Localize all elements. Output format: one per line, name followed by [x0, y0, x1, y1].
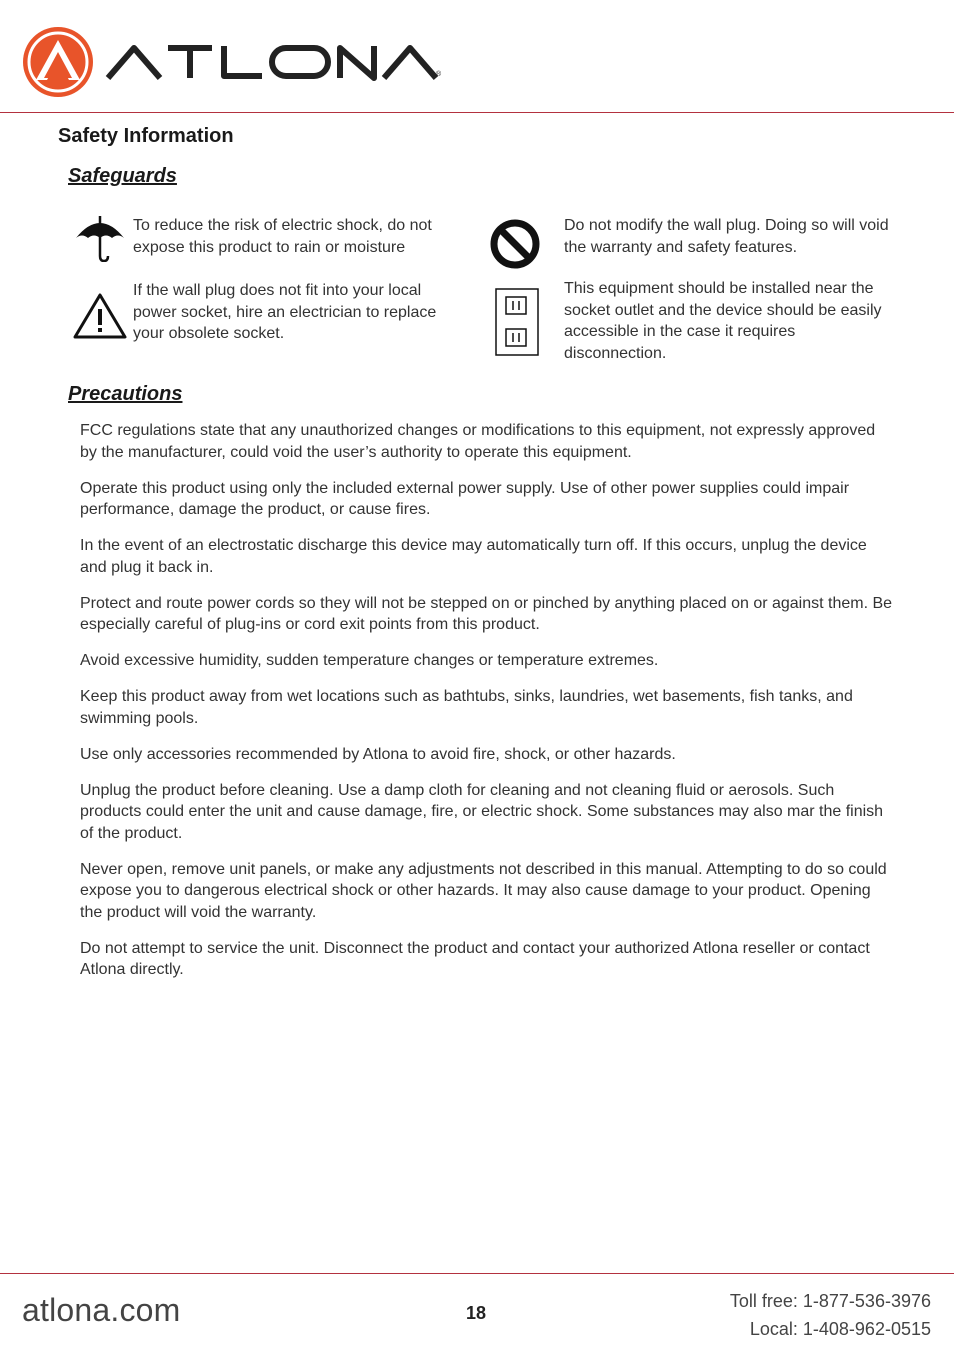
precaution-paragraph: In the event of an electrostatic discharge this device may automatically turn off. If this occurs, unplug the device and plug it back in. [80, 537, 867, 576]
precaution-paragraph: Unplug the product before cleaning. Use a damp cloth for cleaning and not cleaning fluid or aerosols. Such products could enter the unit and cause damage, fire, or electric shock. Some substances may also mar the finish of the product. [80, 781, 884, 842]
precaution-paragraph: Avoid excessive humidity, sudden temperature changes or temperature extremes. [80, 652, 659, 669]
page-number: 18 [466, 1303, 487, 1323]
safeguard-text-wall-plug: Do not modify the wall plug. Doing so will void the warranty and safety features. [564, 217, 889, 256]
toll-free-number: Toll free: 1-877-536-3976 [729, 1291, 931, 1311]
precautions-heading: Precautions [68, 383, 183, 405]
safeguard-text-installation: This equipment should be installed near the socket outlet and the device should be easily accessible in the case it requires disconnection. [564, 280, 882, 362]
safeguard-text-moisture: To reduce the risk of electric shock, do not expose this product to rain or moisture [133, 217, 432, 256]
local-number: Local: 1-408-962-0515 [749, 1319, 931, 1339]
precaution-paragraph: Do not attempt to service the unit. Disconnect the product and contact your authorized Atlona reseller or contact Atlona directly. [80, 939, 870, 978]
prohibited-icon [489, 218, 541, 270]
footer-website: atlona.com [22, 1292, 181, 1328]
footer-divider [0, 1273, 954, 1274]
precaution-paragraph: Never open, remove unit panels, or make any adjustments not described in this manual. Attempting to do so could expose you to dangerous electrical shock or other hazards. It may also cause damage to your product. Opening the product will void the warranty. [80, 860, 887, 921]
precaution-paragraph: Keep this product away from wet locations such as bathtubs, sinks, laundries, wet basements, fish tanks, and swimming pools. [80, 688, 853, 727]
warning-icon [72, 292, 128, 340]
logo-registered-mark: ® [436, 71, 442, 78]
precaution-paragraph: Use only accessories recommended by Atlona to avoid fire, shock, or other hazards. [80, 745, 676, 763]
precaution-paragraph: FCC regulations state that any unauthorized changes or modifications to this equipment, not expressly approved by the manufacturer, could void the user’s authority to operate this equipment. [80, 422, 876, 461]
precaution-paragraph: Operate this product using only the included external power supply. Use of other power supplies could impair performance, damage the product, or cause fires. [80, 479, 850, 518]
precautions-list [80, 420, 895, 995]
safeguard-text-socket: If the wall plug does not fit into your local power socket, hire an electrician to replace your obsolete socket. [133, 282, 437, 342]
page-title: Safety Information [58, 125, 234, 147]
precaution-paragraph: Protect and route power cords so they will not be stepped on or pinched by anything placed on or against them. Be especially careful of plug-ins or cord exit points from this product. [80, 594, 893, 633]
header-divider [0, 112, 954, 113]
logo-emblem-icon [23, 27, 93, 97]
outlet-icon [495, 288, 539, 356]
footer-contact [730, 1287, 931, 1343]
logo-wordmark [108, 46, 436, 78]
umbrella-icon [74, 212, 126, 262]
safeguards-heading: Safeguards [68, 165, 177, 187]
atlona-logo [22, 24, 452, 100]
